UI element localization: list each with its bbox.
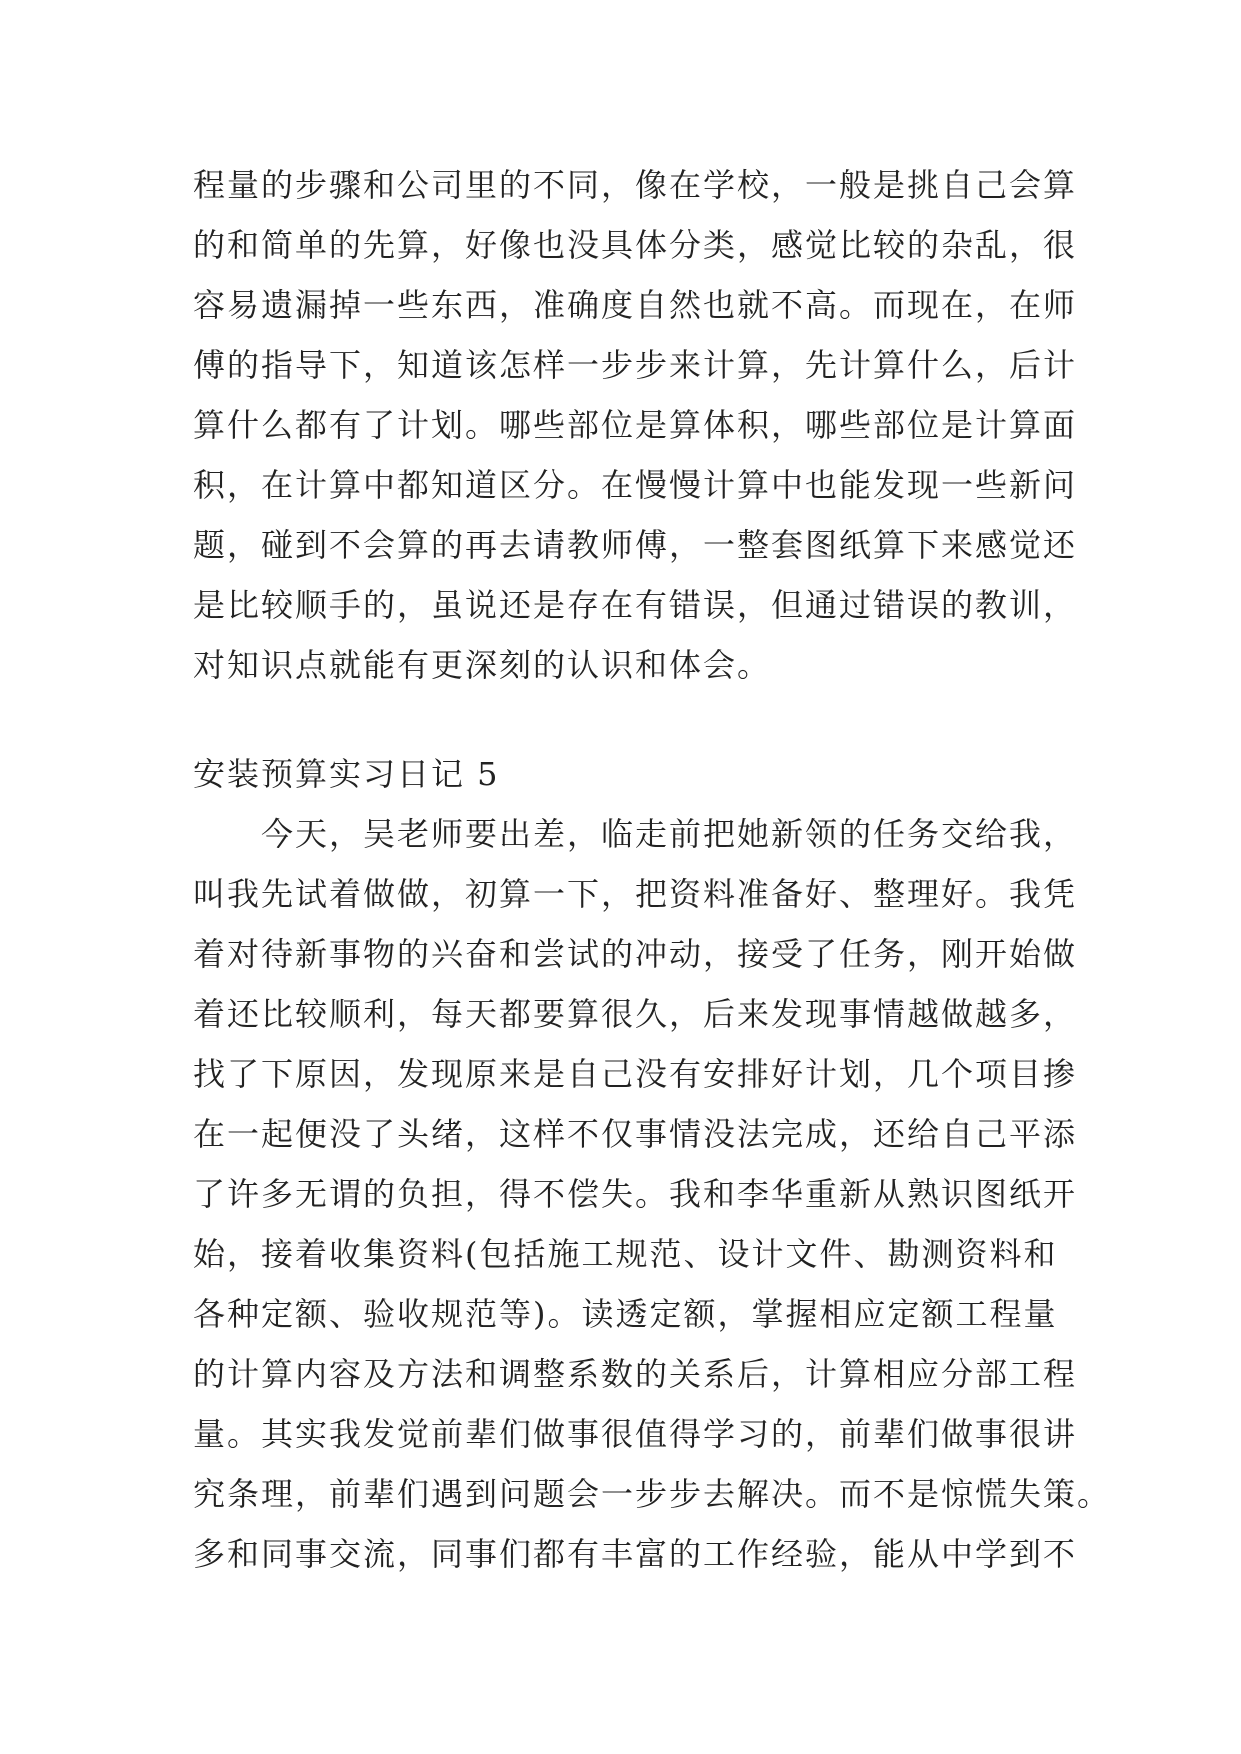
paragraph-body: [193, 804, 1112, 1584]
text-line: 始，接着收集资料(包括施工规范、设计文件、勘测资料和: [193, 1235, 1058, 1273]
text-line: 着对待新事物的兴奋和尝试的冲动，接受了任务，刚开始做: [193, 935, 1078, 973]
text-line: 是比较顺手的，虽说还是存在有错误，但通过错误的教训，: [193, 586, 1078, 624]
text-line: 积，在计算中都知道区分。在慢慢计算中也能发现一些新问: [193, 466, 1078, 504]
text-line: 程量的步骤和公司里的不同，像在学校，一般是挑自己会算: [193, 166, 1078, 204]
text-line: 究条理，前辈们遇到问题会一步步去解决。而不是惊慌失策。: [193, 1475, 1112, 1513]
text-line: 叫我先试着做做，初算一下，把资料准备好、整理好。我凭: [193, 875, 1078, 913]
text-line: 今天，吴老师要出差，临走前把她新领的任务交给我，: [261, 815, 1078, 853]
paragraph-continued: [193, 155, 1078, 695]
text-line: 对知识点就能有更深刻的认识和体会。: [193, 646, 772, 684]
text-line: 算什么都有了计划。哪些部位是算体积，哪些部位是计算面: [193, 406, 1078, 444]
section-heading: 安装预算实习日记 5: [193, 755, 500, 793]
text-line: 量。其实我发觉前辈们做事很值得学习的，前辈们做事很讲: [193, 1415, 1078, 1453]
text-line: 着还比较顺利，每天都要算很久，后来发现事情越做越多，: [193, 995, 1078, 1033]
text-line: 题，碰到不会算的再去请教师傅，一整套图纸算下来感觉还: [193, 526, 1078, 564]
text-line: 多和同事交流，同事们都有丰富的工作经验，能从中学到不: [193, 1535, 1078, 1573]
text-line: 找了下原因，发现原来是自己没有安排好计划，几个项目掺: [193, 1055, 1078, 1093]
text-line: 在一起便没了头绪，这样不仅事情没法完成，还给自己平添: [193, 1115, 1078, 1153]
text-line: 的和简单的先算，好像也没具体分类，感觉比较的杂乱，很: [193, 226, 1078, 264]
text-line: 了许多无谓的负担，得不偿失。我和李华重新从熟识图纸开: [193, 1175, 1078, 1213]
text-line: 的计算内容及方法和调整系数的关系后，计算相应分部工程: [193, 1355, 1078, 1393]
text-line: 傅的指导下，知道该怎样一步步来计算，先计算什么，后计: [193, 346, 1078, 384]
text-line: 各种定额、验收规范等)。读透定额，掌握相应定额工程量: [193, 1295, 1058, 1333]
text-line: 容易遗漏掉一些东西，准确度自然也就不高。而现在，在师: [193, 286, 1078, 324]
